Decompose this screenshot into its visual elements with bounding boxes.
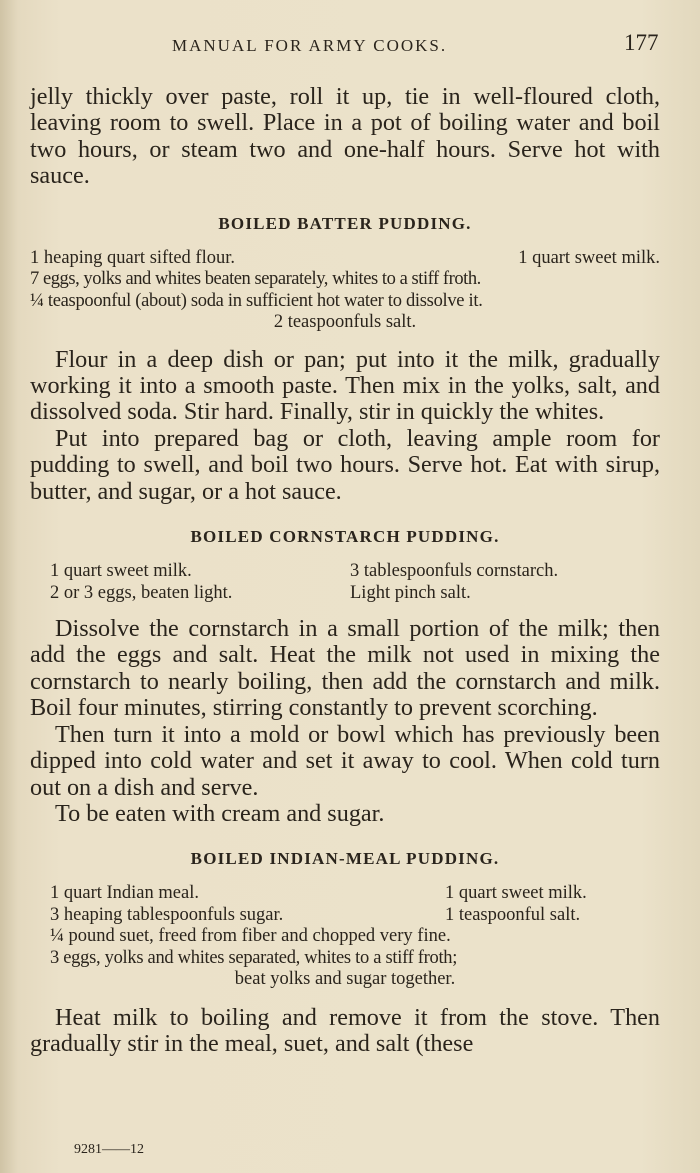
method-paragraph: Then turn it into a mold or bowl which has previously been dipped into cold water and set it away to cool. When cold turn out on a dish and serve. — [30, 720, 660, 801]
method-paragraph: Heat milk to boiling and remove it from the stove. Then gradually stir in the meal, suet, and salt (these — [30, 1003, 660, 1058]
ingredient-row — [50, 969, 640, 991]
ingredients-cornstarch — [30, 561, 635, 604]
ingredient-row — [30, 291, 660, 313]
page-header — [0, 30, 700, 60]
method-paragraph: To be eaten with cream and sugar. — [55, 799, 385, 827]
ingredient-item: 3 tablespoonfuls cornstarch. — [350, 561, 559, 582]
ingredient-item: 3 eggs, yolks and whites separated, whites to a stiff froth; — [50, 947, 458, 968]
section-heading-cornstarch: BOILED CORNSTARCH PUDDING. — [190, 527, 500, 547]
ingredient-item: 7 eggs, yolks and whites beaten separately, whites to a stiff froth. — [30, 269, 481, 290]
intro-paragraph: jelly thickly over paste, roll it up, tie in well-floured cloth, leaving room to swell. Place in a pot of boiling water and boil two hours, or steam two and one-half hours. Serve hot with sauce. — [30, 83, 660, 190]
ingredient-row — [30, 269, 660, 291]
running-head: MANUAL FOR ARMY COOKS. — [172, 36, 448, 55]
ingredient-row — [50, 926, 640, 948]
ingredient-row — [50, 583, 635, 605]
ingredient-item: 1 quart Indian meal. — [50, 883, 199, 904]
ingredient-item: 1 quart sweet milk. — [445, 883, 587, 904]
page-number: 177 — [624, 30, 659, 55]
method-paragraph: Flour in a deep dish or pan; put into it the milk, gradually working it into a smooth paste. Then mix in the yolks, salt, and dissolved soda. Stir hard. Finally, stir in quickly the whites. — [30, 345, 660, 426]
ingredient-item: 1 heaping quart sifted flour. — [30, 247, 235, 268]
ingredient-item: 2 or 3 eggs, beaten light. — [50, 582, 233, 603]
ingredient-item: 1 teaspoonful salt. — [445, 904, 581, 925]
section-heading-batter: BOILED BATTER PUDDING. — [218, 213, 472, 233]
ingredient-row — [50, 948, 640, 970]
page-body — [30, 84, 660, 1058]
ingredient-item: ¼ pound suet, freed from fiber and chopped very fine. — [50, 926, 451, 947]
ingredient-item: 1 quart sweet milk. — [50, 561, 192, 582]
ingredients-batter — [30, 248, 660, 334]
section-heading-indian-meal: BOILED INDIAN-MEAL PUDDING. — [190, 849, 500, 869]
ingredient-item: 3 heaping tablespoonfuls sugar. — [50, 904, 284, 925]
method-paragraph: Put into prepared bag or cloth, leaving ample room for pudding to swell, and boil two hours. Serve hot. Eat with sirup, butter, and sugar, or a hot sauce. — [30, 424, 660, 505]
ingredient-row — [30, 312, 660, 334]
ingredient-item: 1 quart sweet milk. — [518, 247, 660, 268]
ingredient-row — [50, 883, 640, 905]
method-paragraph: Dissolve the cornstarch in a small portion of the milk; then add the eggs and salt. Heat the milk not used in mixing the cornstarch to nearly boiling, then add the cornstarch and milk. Boil four minutes, stirring constantly to prevent scorching. — [30, 615, 660, 722]
ingredient-row — [50, 905, 640, 927]
printer-signature: 9281——12 — [74, 1142, 144, 1157]
ingredient-item: ¼ teaspoonful (about) soda in sufficient hot water to dissolve it. — [30, 290, 483, 311]
ingredient-item: Light pinch salt. — [350, 582, 471, 603]
ingredient-row — [30, 248, 660, 270]
ingredient-row — [50, 561, 635, 583]
ingredients-indian-meal — [30, 883, 640, 991]
ingredient-item: 2 teaspoonfuls salt. — [273, 312, 417, 333]
ingredient-item: beat yolks and sugar together. — [234, 969, 456, 990]
